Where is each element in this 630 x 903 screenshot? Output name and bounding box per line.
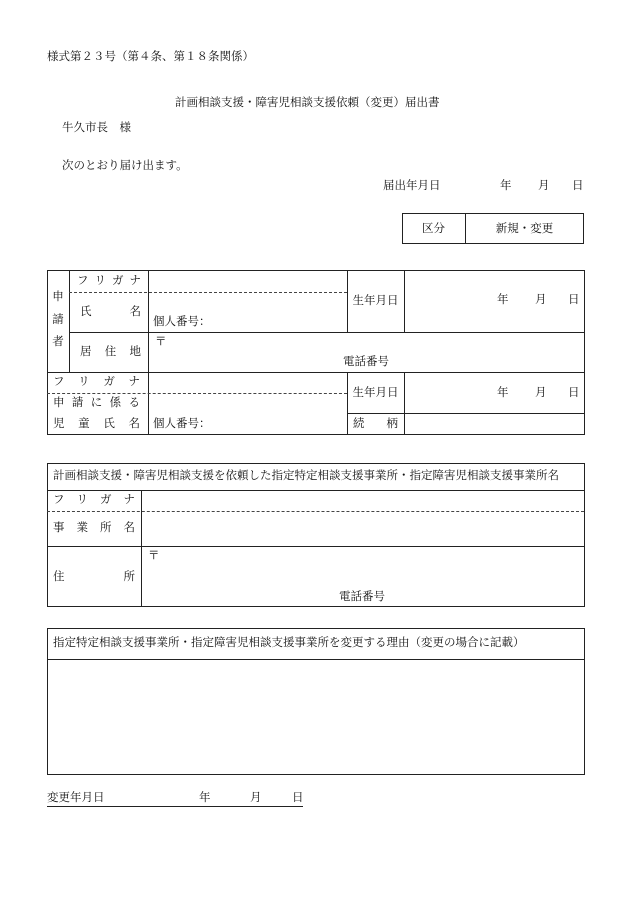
- change-date-year: 年: [199, 792, 211, 804]
- applicant-furigana-label: フ リ ガ ナ: [77, 275, 141, 287]
- child-birth-day: 日: [568, 387, 580, 399]
- intro-text: 次のとおり届け出ます。: [62, 160, 188, 172]
- table-rule: [404, 372, 405, 434]
- table-rule: [347, 413, 584, 414]
- applicant-postal-mark: 〒: [155, 336, 167, 348]
- change-date-month: 月: [250, 792, 262, 804]
- table-rule: [404, 270, 405, 332]
- table-rule: [141, 490, 142, 606]
- office-postal-mark: 〒: [148, 550, 160, 562]
- child-name-label-line2: 児 童 氏 名: [53, 418, 140, 430]
- category-label: 区分: [422, 222, 445, 235]
- table-rule: [148, 270, 149, 434]
- child-furigana-label: フ リ ガ ナ: [53, 376, 140, 388]
- applicant-side-label: 申 請 者: [52, 291, 64, 348]
- child-birth-year: 年: [497, 387, 509, 399]
- applicant-name-label: 氏 名: [80, 306, 141, 318]
- category-value: 新規・変更: [495, 222, 554, 235]
- change-date-label: 変更年月日: [47, 792, 105, 804]
- child-name-label-line1: 申 請 に 係 る: [53, 397, 140, 409]
- table-rule: [47, 546, 584, 547]
- office-name-label: 事 業 所 名: [53, 522, 135, 534]
- applicant-birth-day: 日: [568, 294, 580, 306]
- child-relationship-label: 続 柄: [353, 418, 398, 430]
- office-phone-label: 電話番号: [339, 591, 385, 603]
- table-rule: [69, 270, 70, 372]
- applicant-my-number-label: 個人番号：: [153, 316, 211, 328]
- child-birth-month: 月: [535, 387, 547, 399]
- change-date-underline: [47, 806, 303, 807]
- change-reason-header: 指定特定相談支援事業所・指定障害児相談支援事業所を変更する理由（変更の場合に記載）: [53, 637, 525, 649]
- applicant-address-label: 居 住 地: [80, 346, 141, 358]
- child-birthdate-label: 生年月日: [352, 386, 399, 399]
- applicant-phone-label: 電話番号: [343, 356, 389, 368]
- submission-date-day: 日: [572, 180, 584, 192]
- applicant-birth-year: 年: [497, 294, 509, 306]
- table-rule-dashed: [69, 292, 347, 293]
- form-number: 様式第２３号（第４条、第１８条関係）: [47, 51, 254, 63]
- child-my-number-label: 個人番号：: [153, 418, 211, 430]
- submission-date-month: 月: [538, 180, 550, 192]
- submission-date-year: 年: [500, 180, 512, 192]
- table-rule: [47, 490, 584, 491]
- table-rule: [69, 332, 584, 333]
- addressee: 牛久市長 様: [62, 122, 131, 134]
- office-address-label: 住 所: [53, 571, 135, 583]
- office-header: 計画相談支援・障害児相談支援を依頼した指定特定相談支援事業所・指定障害児相談支援事業所名: [53, 470, 559, 482]
- applicant-birth-month: 月: [535, 294, 547, 306]
- submission-date-label: 届出年月日: [383, 180, 441, 192]
- table-rule: [47, 372, 584, 373]
- applicant-birthdate-label: 生年月日: [352, 295, 399, 307]
- form-title: 計画相談支援・障害児相談支援依頼（変更）届出書: [175, 97, 440, 109]
- table-rule: [47, 659, 584, 660]
- table-rule-dashed: [47, 511, 584, 512]
- office-furigana-label: フ リ ガ ナ: [53, 494, 135, 506]
- change-date-day: 日: [292, 792, 304, 804]
- table-rule-dashed: [47, 393, 347, 394]
